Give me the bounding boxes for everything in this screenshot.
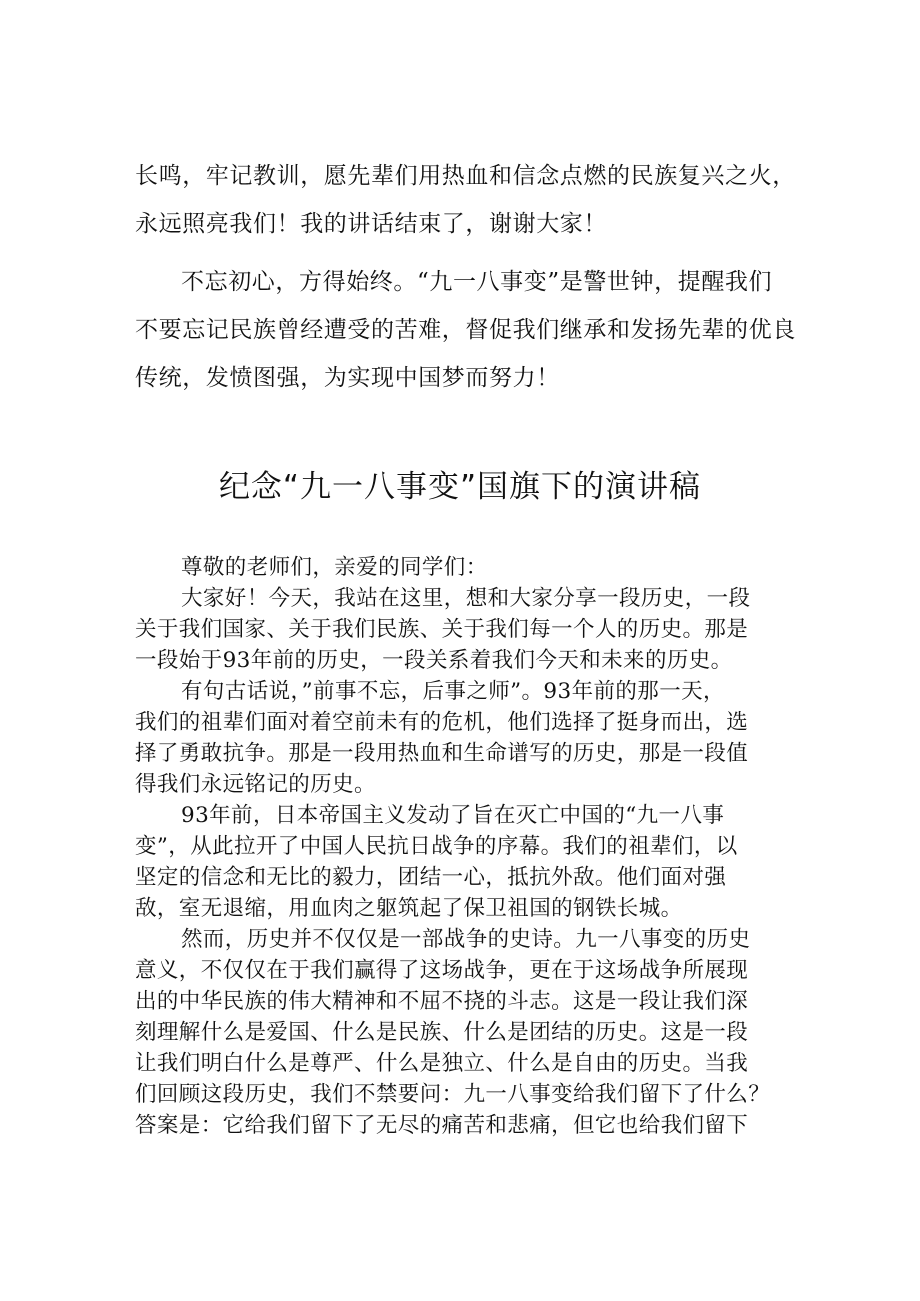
text-line: 意义，不仅仅在于我们赢得了这场战争，更在于这场战争所展现 — [135, 958, 749, 983]
text-line: 然而，历史并不仅仅是一部战争的史诗。九一八事变的历史 — [181, 927, 751, 952]
text-line: 大家好！今天，我站在这里，想和大家分享一段历史，一段 — [181, 586, 751, 611]
speech-paragraph-1 — [135, 583, 795, 676]
text-line: 敌，室无退缩，用血肉之躯筑起了保卫祖国的钢铁长城。 — [135, 896, 683, 921]
greeting-line: 尊敬的老师们，亲爱的同学们： — [181, 555, 488, 580]
text-line: 变”，从此拉开了中国人民抗日战争的序幕。我们的祖辈们，以 — [135, 834, 738, 859]
document-title: 纪念“九一八事变”国旗下的演讲稿 — [218, 469, 702, 505]
text-line: 长鸣，牢记教训，愿先辈们用热血和信念点燃的民族复兴之火， — [135, 163, 796, 189]
text-line: 刻理解什么是爱国、什么是民族、什么是团结的历史。这是一段 — [135, 1020, 749, 1045]
text-line: 坚定的信念和无比的毅力，团结一心，抵抗外敌。他们面对强 — [135, 865, 727, 890]
text-line: 得我们永远铭记的历史。 — [135, 772, 376, 797]
closing-paragraph — [135, 152, 795, 248]
text-line: 出的中华民族的伟大精神和不屈不挠的斗志。这是一段让我们深 — [135, 989, 749, 1014]
text-line: 们回顾这段历史，我们不禁要问：九一八事变给我们留下了什么？ — [135, 1082, 771, 1107]
text-line: 一段始于93年前的历史，一段关系着我们今天和未来的历史。 — [135, 648, 733, 673]
text-line: 关于我们国家、关于我们民族、关于我们每一个人的历史。那是 — [135, 617, 749, 642]
text-line: 让我们明白什么是尊严、什么是独立、什么是自由的历史。当我 — [135, 1051, 749, 1076]
summary-paragraph — [135, 258, 795, 402]
speech-paragraph-2 — [135, 676, 795, 800]
text-line: 传统，发愤图强，为实现中国梦而努力！ — [135, 365, 560, 391]
text-line: 永远照亮我们！我的讲话结束了，谢谢大家！ — [135, 211, 607, 237]
text-line: 有句古话说，”前事不忘，后事之师”。93年前的那一天， — [181, 679, 725, 704]
closing-section — [135, 152, 795, 402]
text-line: 93年前，日本帝国主义发动了旨在灭亡中国的“九一八事 — [181, 803, 725, 828]
text-line: 我们的祖辈们面对着空前未有的危机，他们选择了挺身而出，选 — [135, 710, 749, 735]
speech-paragraph-3 — [135, 800, 795, 924]
speech-paragraph-4 — [135, 924, 795, 1141]
text-line: 择了勇敢抗争。那是一段用热血和生命谱写的历史，那是一段值 — [135, 741, 749, 766]
text-line: 不要忘记民族曾经遭受的苦难，督促我们继承和发扬先辈的优良 — [135, 317, 796, 343]
text-line: 答案是：它给我们留下了无尽的痛苦和悲痛，但它也给我们留下 — [135, 1113, 749, 1138]
speech-body — [135, 552, 795, 1141]
text-line: 不忘初心，方得始终。“九一八事变”是警世钟，提醒我们 — [181, 269, 773, 295]
